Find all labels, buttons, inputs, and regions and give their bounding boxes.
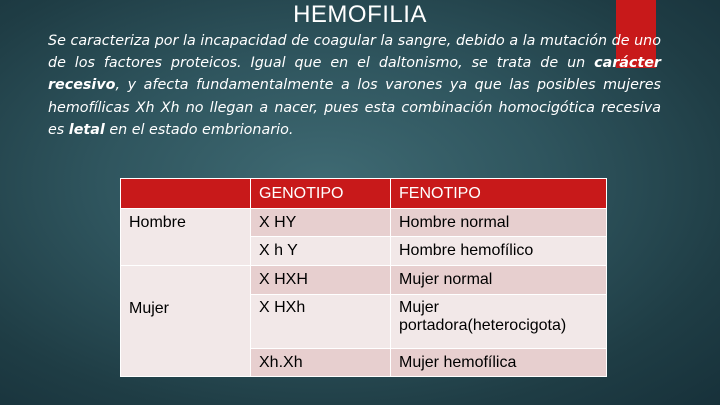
genotype-table [120,178,607,377]
genotipo-cell: X HY [251,209,391,237]
fenotipo-cell: Mujer hemofílica [391,349,607,377]
fenotipo-cell: Hombre hemofílico [391,237,607,266]
table-row [121,209,607,237]
description-paragraph [48,30,661,141]
table-header-row [121,179,607,209]
fenotipo-cell: Hombre normal [391,209,607,237]
genotipo-cell: Xh.Xh [251,349,391,377]
genotipo-cell: X h Y [251,237,391,266]
fenotipo-cell: Mujer normal [391,266,607,295]
genotipo-cell: X HXh [251,295,391,349]
header-fenotipo: FENOTIPO [391,179,607,209]
paragraph-bold-letal: letal [68,121,105,138]
genotipo-cell: X HXH [251,266,391,295]
paragraph-bold-recesivo: carácter recesivo [48,55,661,94]
paragraph-text-2: , y afecta fundamentalmente a los varones ya que las posibles mujeres hemofílicas Xh Xh no llegan a nacer, pues esta combinación homocigótica recesiva es [48,77,661,138]
header-genotipo: GENOTIPO [251,179,391,209]
group-hombre: Hombre [121,209,251,266]
table-row [121,266,607,295]
paragraph-text-3: en el estado embrionario. [104,121,294,138]
paragraph-text-1: Se caracteriza por la incapacidad de coagular la sangre, debido a la mutación de uno de los factores proteicos. Igual que en el daltonismo, se trata de un [48,33,661,72]
slide-title: HEMOFILIA [293,1,427,28]
group-mujer: Mujer [121,266,251,377]
header-empty-cell [121,179,251,209]
fenotipo-cell: Mujer portadora(heterocigota) [391,295,607,349]
